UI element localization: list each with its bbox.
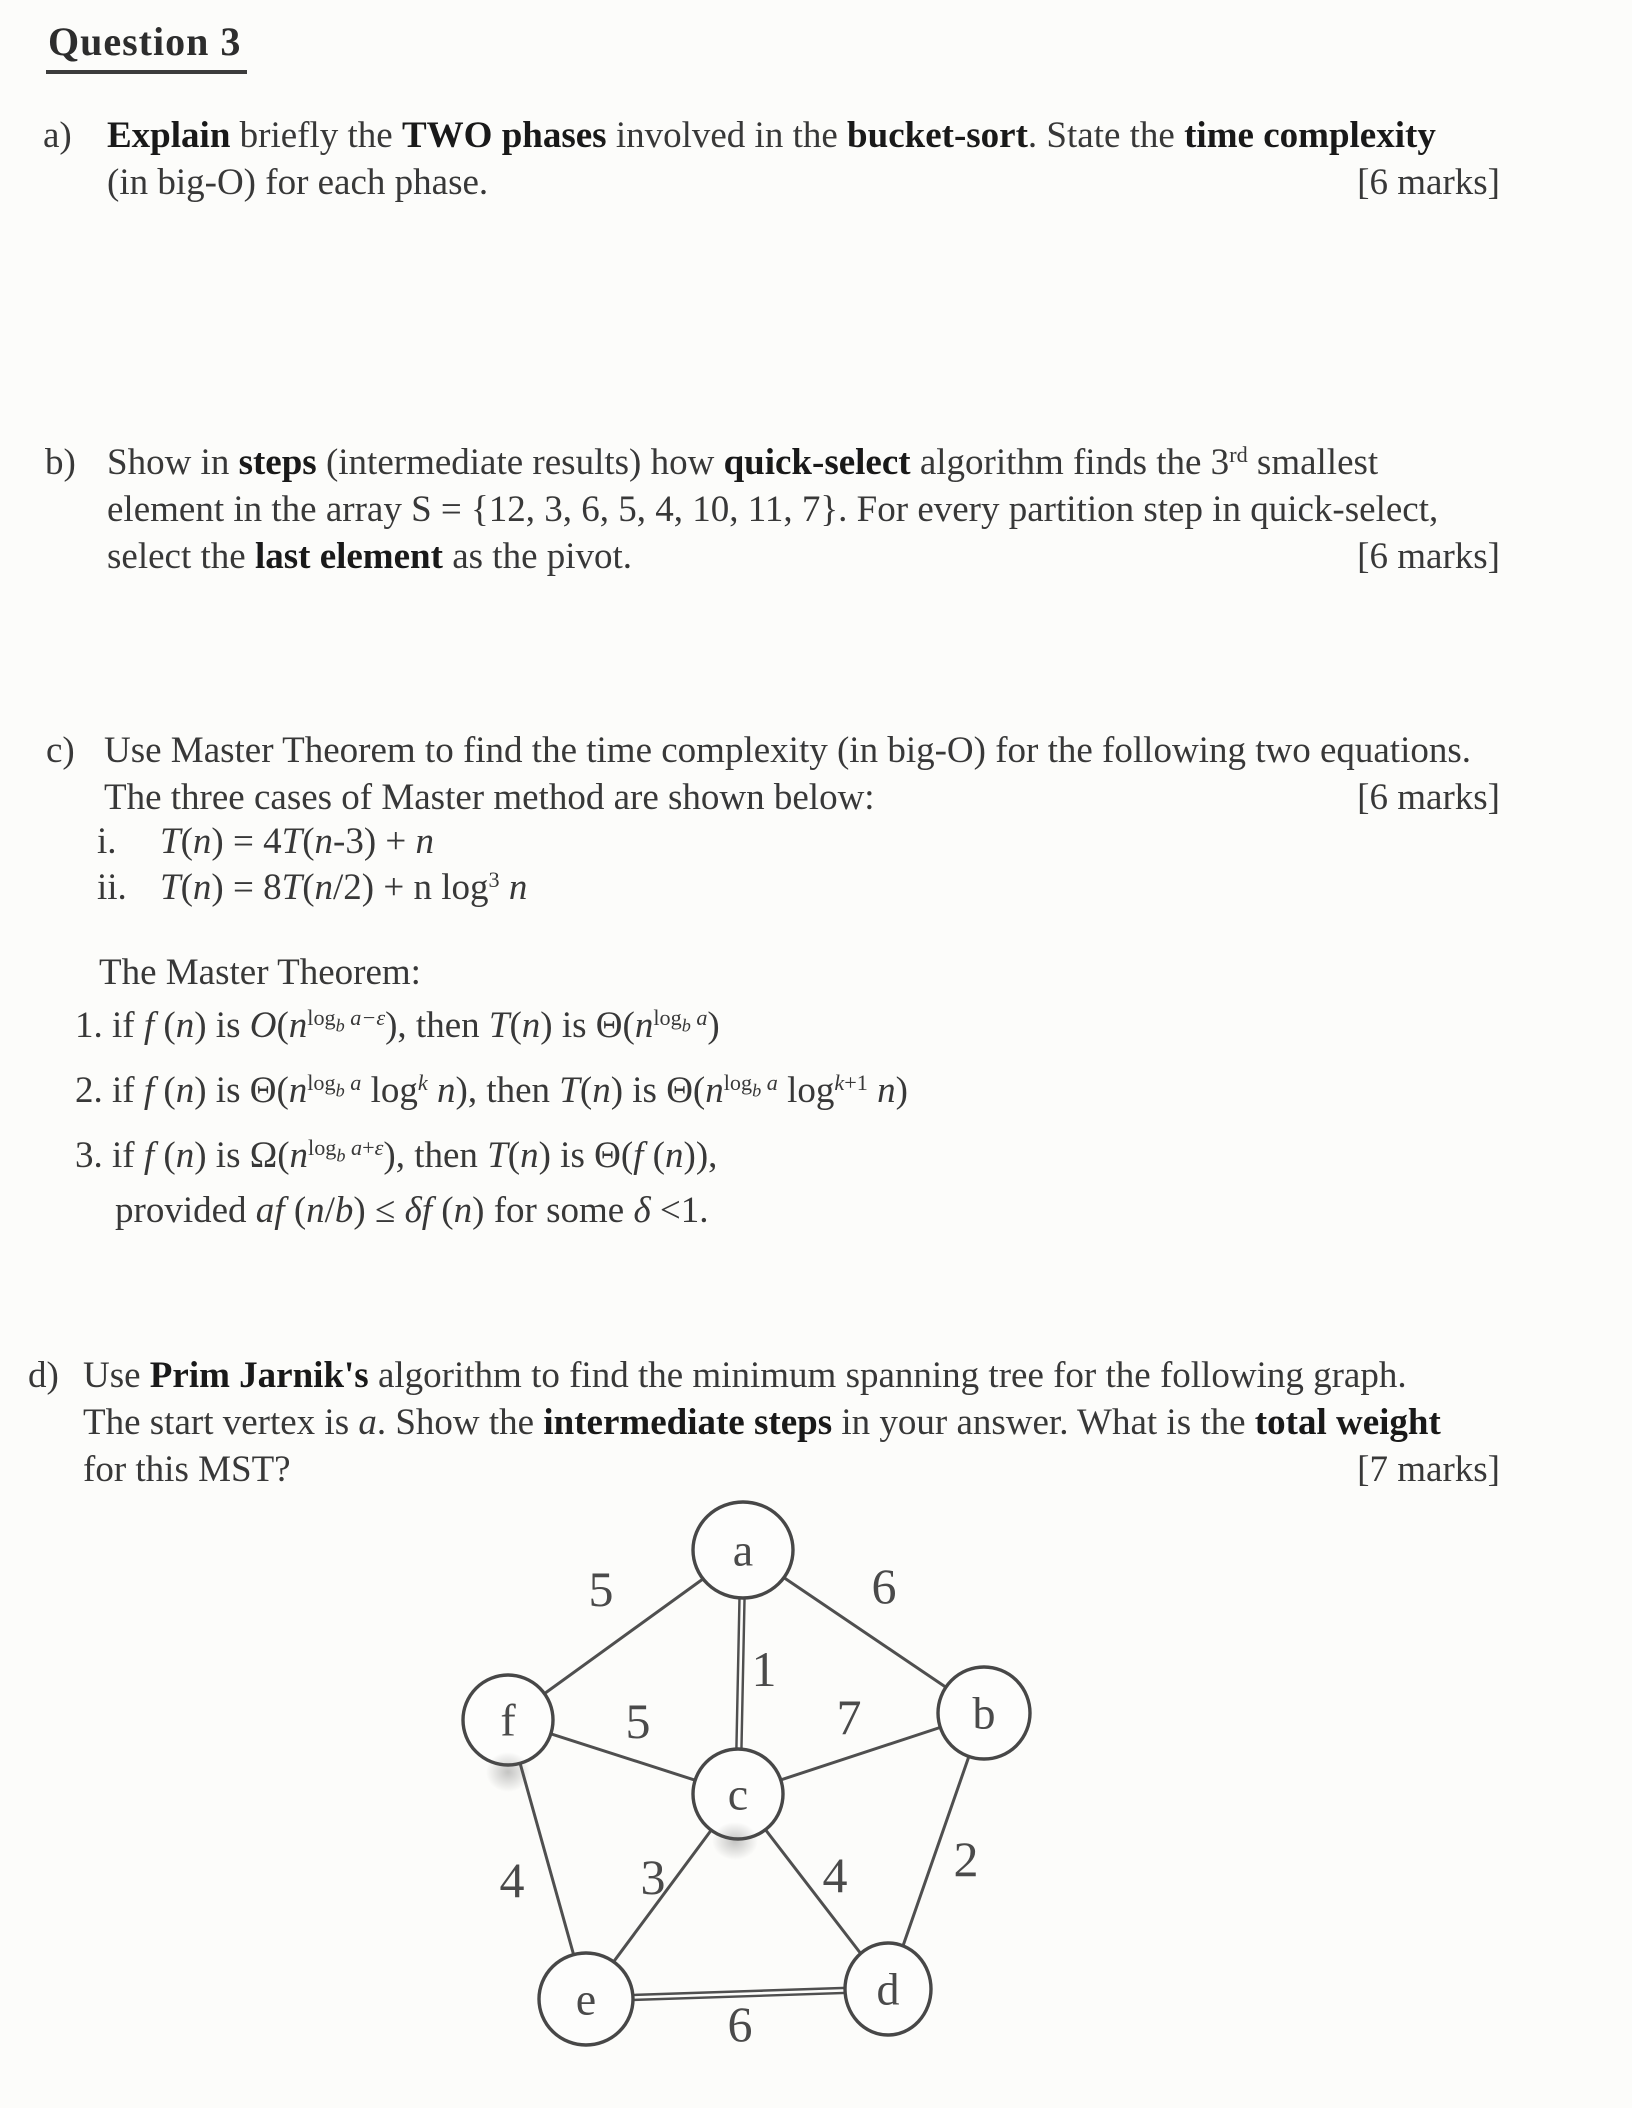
theorem-case-1: 1. if f (n) is $O(n^{log_b a-\varepsilon})$, then T(n) is $\Theta(n^{log_b a})$ — [75, 1004, 720, 1046]
edge-weight-ed: 6 — [727, 1996, 753, 2052]
part-label-d: d) — [28, 1355, 59, 1396]
part-label-b: b) — [45, 442, 76, 483]
equation-expression: T(n) = 4T(n-3) + n — [160, 821, 435, 862]
part-label-a: a) — [43, 115, 72, 156]
part-b-line-3: select the last element as the pivot. [6 marks] — [107, 533, 1585, 580]
marks-badge-a: [6 marks] — [1357, 162, 1500, 203]
part-d-line-1: Use Prim Jarnik's algorithm to find the minimum spanning tree for the following graph. — [83, 1355, 1407, 1396]
marks-badge-c: [6 marks] — [1357, 777, 1500, 818]
master-theorem-title: The Master Theorem: — [99, 952, 421, 993]
vertex-label-f: f — [500, 1694, 516, 1746]
marks-badge-d: [7 marks] — [1357, 1449, 1500, 1490]
vertex-label-a: a — [732, 1524, 754, 1576]
edge-weight-bd: 2 — [953, 1831, 979, 1887]
equation-number: ii. — [97, 867, 127, 908]
part-b-line-2: element in the array S = {12, 3, 6, 5, 4, 10, 11, 7}. For every partition step in quick-select, — [107, 489, 1439, 530]
edge-weight-cb: 7 — [836, 1689, 862, 1745]
theorem-case-2: 2. if f (n) is $\Theta(n^{log_b a}$ $\log^k n$), then T(n) is $\Theta(n^{log_b a}$ $\log^{k+1} n$) — [75, 1069, 908, 1111]
edge-weight-ab: 6 — [871, 1558, 897, 1614]
theorem-proviso: provided af (n/b) ≤ δf (n) for some δ <1. — [115, 1190, 709, 1231]
vertex-label-b: b — [972, 1687, 996, 1739]
part-label-c: c) — [46, 730, 75, 771]
equation-number: i. — [97, 821, 117, 862]
question-heading: Question 3 — [46, 18, 247, 74]
vertex-label-c: c — [727, 1768, 749, 1820]
edge-weight-af: 5 — [588, 1561, 614, 1617]
part-b-line-1: Show in steps (intermediate results) how quick-select algorithm finds the 3rd smallest — [107, 441, 1379, 483]
equation-i — [97, 819, 1585, 865]
part-d-line-2: The start vertex is a. Show the intermediate steps in your answer. What is the total weight — [83, 1402, 1441, 1443]
theorem-case-3: 3. if f (n) is $\Omega(n^{log_b a+\varepsilon})$, then T(n) is Θ(f (n)), — [75, 1134, 718, 1176]
equation-expression: T(n) = 8T(n/2) + n $\log^3 n$ — [160, 866, 528, 908]
vertex-label-d: d — [876, 1963, 900, 2015]
part-d-line-3: for this MST? [7 marks] — [83, 1446, 1585, 1493]
question-part-c — [0, 727, 1585, 1234]
edge-weight-ec: 3 — [640, 1849, 666, 1905]
edge-weight-fe: 4 — [499, 1852, 525, 1908]
equation-ii — [97, 865, 1585, 911]
question-part-a — [0, 112, 1585, 206]
edge-weight-fc: 5 — [625, 1693, 651, 1749]
vertex-label-e: e — [575, 1973, 597, 2025]
graph-figure — [380, 1460, 1120, 2080]
marks-badge-b: [6 marks] — [1357, 536, 1500, 577]
edge-weight-ac: 1 — [751, 1641, 777, 1697]
edge-weight-cd: 4 — [822, 1847, 848, 1903]
question-part-b — [0, 439, 1585, 580]
part-c-line-2: The three cases of Master method are shown below: [6 marks] — [104, 774, 1585, 821]
part-a-line-1: Explain briefly the TWO phases involved in the bucket-sort. State the time complexity — [107, 115, 1436, 156]
part-c-line-1: Use Master Theorem to find the time complexity (in big-O) for the following two equations. — [104, 730, 1471, 771]
part-a-line-2: (in big-O) for each phase. [6 marks] — [107, 159, 1585, 206]
